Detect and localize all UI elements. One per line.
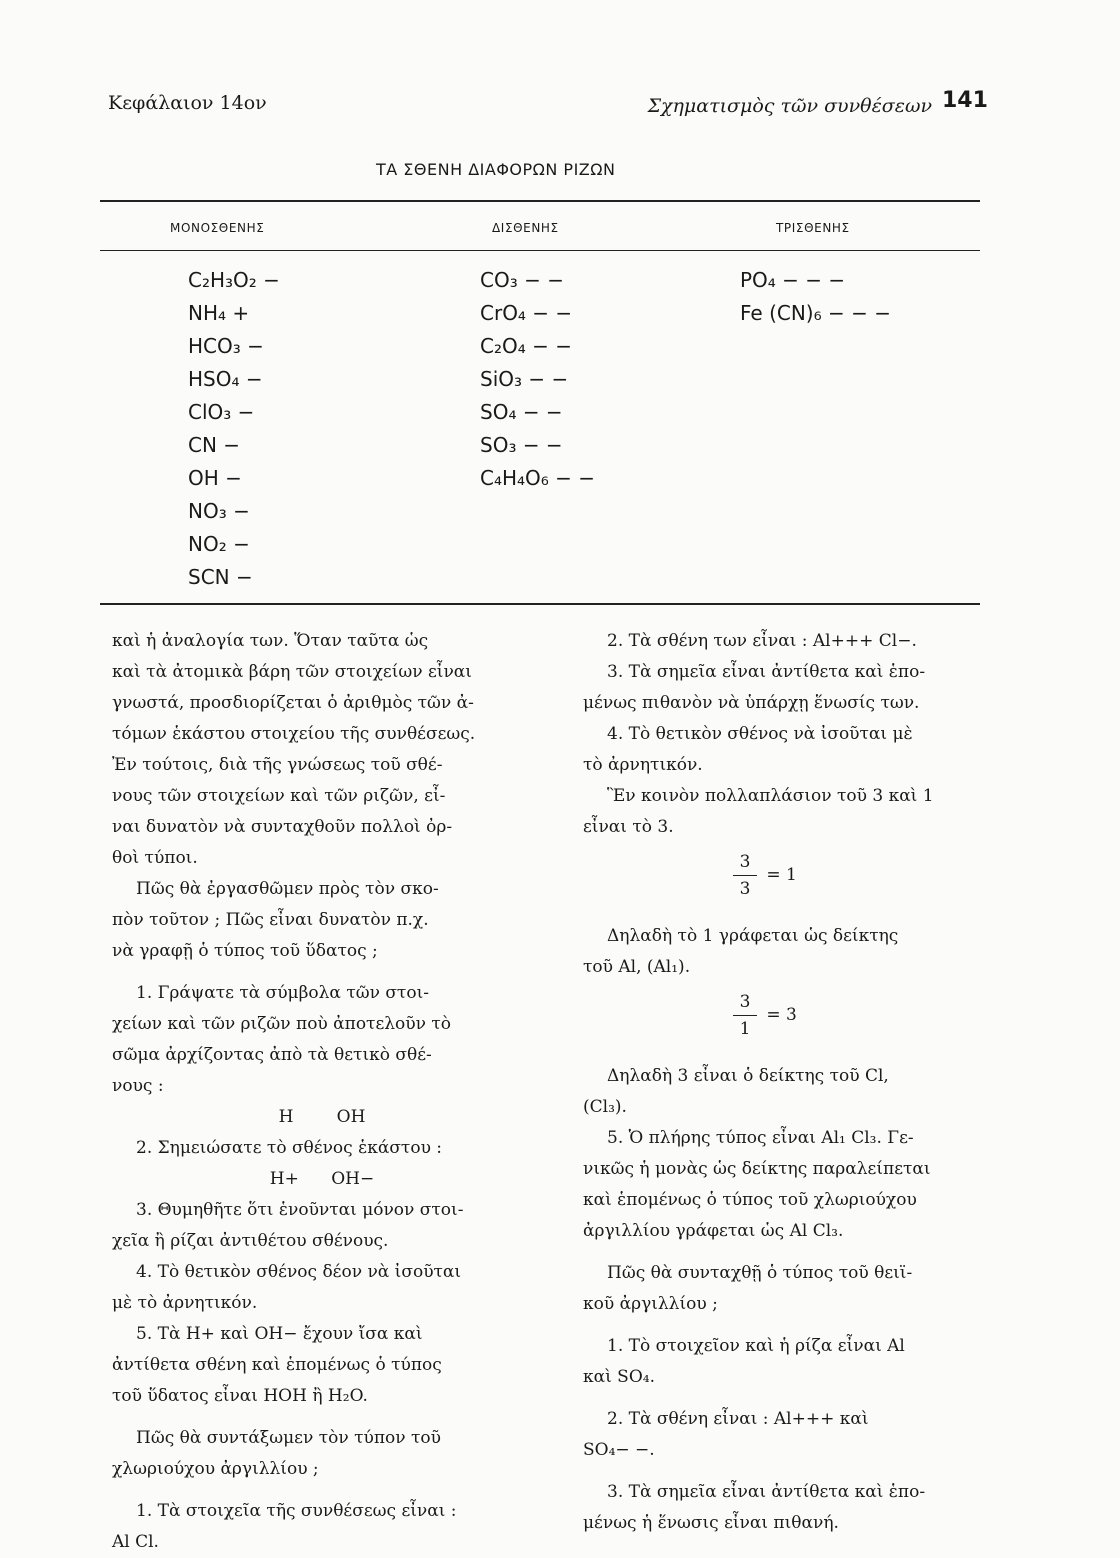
table-header-rule <box>100 250 980 251</box>
page-number: 141 <box>942 88 988 113</box>
running-head-title: Σχηματισμὸς τῶν συνθέσεων <box>647 95 932 117</box>
text-line: ἀντίθετα σθένη καὶ ἑπομένως ὁ τύπος <box>112 1355 442 1375</box>
text-line: 5. Τὰ H+ καὶ OH− ἔχουν ἴσα καὶ <box>136 1324 423 1344</box>
table-title: ΤΑ ΣΘΕΝΗ ΔΙΑΦΟΡΩΝ ΡΙΖΩΝ <box>376 160 616 179</box>
text-line: νὰ γραφῇ ὁ τύπος τοῦ ὕδατος ; <box>112 941 378 961</box>
text-line: Πῶς θὰ ἐργασθῶμεν πρὸς τὸν σκο- <box>136 879 439 899</box>
text-line: νους : <box>112 1076 164 1096</box>
fraction-result: = 3 <box>766 1005 797 1025</box>
table-bottom-rule <box>100 603 980 605</box>
mono-valence-item: OH − <box>188 466 242 490</box>
text-line: καὶ τὰ ἀτομικὰ βάρη τῶν στοιχείων εἶναι <box>112 662 472 682</box>
column-header-tri: ΤΡΙΣΘΕΝΗΣ <box>776 221 850 235</box>
text-line: γνωστά, προσδιορίζεται ὁ ἀριθμὸς τῶν ἀ- <box>112 693 474 713</box>
text-line: Δηλαδὴ 3 εἶναι ὁ δείκτης τοῦ Cl, <box>607 1066 889 1086</box>
mono-valence-item: C₂H₃O₂ − <box>188 268 280 292</box>
text-line: 5. Ὁ πλήρης τύπος εἶναι Al₁ Cl₃. Γε- <box>607 1128 914 1148</box>
text-line: ναι δυνατὸν νὰ συνταχθοῦν πολλοὶ ὀρ- <box>112 817 453 837</box>
text-line: 1. Γράψατε τὰ σύμβολα τῶν στοι- <box>136 983 429 1003</box>
fraction-numerator: 3 <box>739 852 751 872</box>
fraction-result: = 1 <box>766 865 797 885</box>
text-line: 1. Τὸ στοιχεῖον καὶ ἡ ρίζα εἶναι Al <box>607 1336 905 1356</box>
text-line: χλωριούχου ἀργιλλίου ; <box>112 1459 319 1479</box>
fraction-3-over-3 <box>583 849 1003 915</box>
formula-line: H+ OH− <box>269 1169 375 1189</box>
text-line: μένως πιθανὸν νὰ ὑπάρχῃ ἕνωσίς των. <box>583 693 920 713</box>
text-line: 2. Σημειώσατε τὸ σθένος ἑκάστου : <box>136 1138 443 1158</box>
mono-valence-item: ClO₃ − <box>188 400 255 424</box>
di-valence-item: SiO₃ − − <box>480 367 569 391</box>
running-head-chapter: Κεφάλαιον 14ον <box>108 92 267 114</box>
di-valence-item: SO₄ − − <box>480 400 563 424</box>
fraction-denominator: 1 <box>739 1019 751 1039</box>
mono-valence-item: HSO₄ − <box>188 367 263 391</box>
text-line: μένως ἡ ἕνωσις εἶναι πιθανή. <box>583 1513 839 1533</box>
text-line: 3. Τὰ σημεῖα εἶναι ἀντίθετα καὶ ἑπο- <box>607 1482 926 1502</box>
text-line: καὶ ἑπομένως ὁ τύπος τοῦ χλωριούχου <box>583 1190 917 1210</box>
fraction-denominator: 3 <box>739 879 751 899</box>
right-text-column <box>583 626 1003 1539</box>
text-line: τόμων ἑκάστου στοιχείου τῆς συνθέσεως. <box>112 724 476 744</box>
text-line: Πῶς θὰ συνταχθῇ ὁ τύπος τοῦ θειϊ- <box>607 1263 913 1283</box>
text-line: 4. Τὸ θετικὸν σθένος δέον νὰ ἰσοῦται <box>136 1262 462 1282</box>
text-line: τὸ ἀρνητικόν. <box>583 755 703 775</box>
text-line: χεῖα ἢ ρίζαι ἀντιθέτου σθένους. <box>112 1231 389 1251</box>
mono-valence-item: NO₃ − <box>188 499 250 523</box>
text-line: 2. Τὰ σθένη των εἶναι : Al+++ Cl−. <box>607 631 917 651</box>
mono-valence-item: NH₄ + <box>188 301 250 325</box>
text-line: Ἐν τούτοις, διὰ τῆς γνώσεως τοῦ σθέ- <box>112 755 443 775</box>
text-line: 1. Τὰ στοιχεῖα τῆς συνθέσεως εἶναι : <box>136 1501 457 1521</box>
text-line: 3. Τὰ σημεῖα εἶναι ἀντίθετα καὶ ἑπο- <box>607 662 926 682</box>
tri-valence-item: PO₄ − − − <box>740 268 846 292</box>
text-line: Al Cl. <box>112 1532 159 1552</box>
text-line: Πῶς θὰ συντάξωμεν τὸν τύπον τοῦ <box>136 1428 441 1448</box>
text-line: θοὶ τύποι. <box>112 848 198 868</box>
text-line: καὶ SO₄. <box>583 1367 655 1387</box>
left-text-column <box>112 626 532 1558</box>
tri-valence-item: Fe (CN)₆ − − − <box>740 301 891 325</box>
text-line: σῶμα ἀρχίζοντας ἀπὸ τὰ θετικὸ σθέ- <box>112 1045 432 1065</box>
mono-valence-item: SCN − <box>188 565 253 589</box>
text-line: τοῦ Al, (Al₁). <box>583 957 691 977</box>
text-line: νους τῶν στοιχείων καὶ τῶν ριζῶν, εἶ- <box>112 786 446 806</box>
text-line: εἶναι τὸ 3. <box>583 817 674 837</box>
column-header-mono: ΜΟΝΟΣΘΕΝΗΣ <box>170 221 265 235</box>
mono-valence-item: CN − <box>188 433 241 457</box>
di-valence-item: CrO₄ − − <box>480 301 573 325</box>
text-line: Δηλαδὴ τὸ 1 γράφεται ὡς δείκτης <box>607 926 899 946</box>
text-line: Ἓν κοινὸν πολλαπλάσιον τοῦ 3 καὶ 1 <box>607 786 934 806</box>
mono-valence-item: HCO₃ − <box>188 334 264 358</box>
text-line: τοῦ ὕδατος εἶναι HOH ἢ H₂O. <box>112 1386 368 1406</box>
text-line: πὸν τοῦτον ; Πῶς εἶναι δυνατὸν π.χ. <box>112 910 429 930</box>
mono-valence-item: NO₂ − <box>188 532 250 556</box>
column-header-di: ΔΙΣΘΕΝΗΣ <box>492 221 559 235</box>
text-line: 3. Θυμηθῆτε ὅτι ἑνοῦνται μόνον στοι- <box>136 1200 464 1220</box>
text-line: νικῶς ἡ μονὰς ὡς δείκτης παραλείπεται <box>583 1159 931 1179</box>
fraction-numerator: 3 <box>739 992 751 1012</box>
fraction-3-over-1 <box>583 989 1003 1055</box>
text-line: 2. Τὰ σθένη εἶναι : Al+++ καὶ <box>607 1409 869 1429</box>
di-valence-item: SO₃ − − <box>480 433 563 457</box>
text-line: κοῦ ἀργιλλίου ; <box>583 1294 718 1314</box>
di-valence-item: C₂O₄ − − <box>480 334 572 358</box>
text-line: χείων καὶ τῶν ριζῶν ποὺ ἀποτελοῦν τὸ <box>112 1014 451 1034</box>
text-line: (Cl₃). <box>583 1097 627 1117</box>
di-valence-item: CO₃ − − <box>480 268 564 292</box>
table-top-rule <box>100 200 980 202</box>
text-line: ἀργιλλίου γράφεται ὡς Al Cl₃. <box>583 1221 844 1241</box>
text-line: καὶ ἡ ἀναλογία των. Ὅταν ταῦτα ὡς <box>112 631 429 651</box>
di-valence-item: C₄H₄O₆ − − <box>480 466 596 490</box>
text-line: μὲ τὸ ἀρνητικόν. <box>112 1293 258 1313</box>
text-line: SO₄− −. <box>583 1440 655 1460</box>
formula-line: H OH <box>278 1107 366 1127</box>
text-line: 4. Τὸ θετικὸν σθένος νὰ ἰσοῦται μὲ <box>607 724 913 744</box>
